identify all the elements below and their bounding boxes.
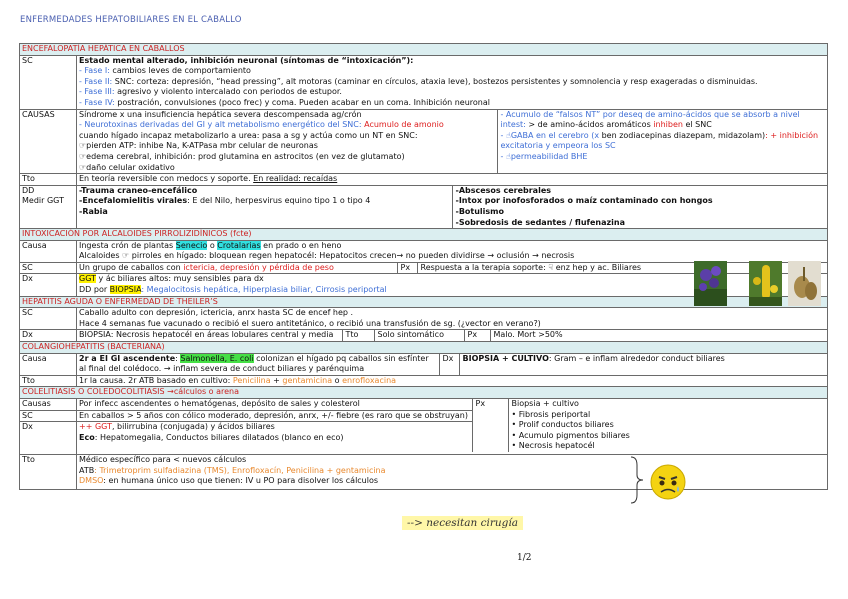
row-theiler-dx: Dx BIOPSIA: Necrosis hepatocél en áreas lobulares central y media Tto Solo sintomático Px Malo. Mort >50%: [20, 330, 828, 342]
section-header-theiler: HEPATITIS AGUDA O ENFERMEDAD DE THEILER’S: [20, 296, 828, 308]
row-colelitiasis-main: Causas SC Dx Por infecc ascendentes o hematógenas, depósito de sales y colesterol En caballos > 5 años con cólico moderado, depresión, anrx, +/- fiebre (es raro que se obstruyan) ++ GGT, bilirrubina (conjugada) y ácidos biliares Eco: Hepatomegalia, Conductos biliares dilatados (blanco en eco) Px Biopsia + cultivo • Fibrosis periportal • Prolif conductos biliares • Acumulo pigmentos biliares • Necrosis hepatocél: [20, 399, 828, 455]
hand-up-icon: ☝: [505, 130, 511, 140]
plant-photo-seed-pods: [788, 261, 821, 306]
section-header-encefalopatia: ENCEFALOPATÍA HEPÁTICA EN CABALLOS: [20, 44, 828, 56]
row-theiler-sc: SC Caballo adulto con depresión, ictericia, anrx hasta SC de encef hep . Hace 4 semanas fue vacunado o recibió el suero antitetánico, o recibió una transfusión de sg. (¿vector en verano?): [20, 308, 828, 330]
hand-up-icon: ☝: [505, 151, 511, 161]
plant-photo-yellow-flowers: [749, 261, 782, 306]
row-encefalopatia-sc: SC Estado mental alterado, inhibición neuronal (síntomas de “intoxicación”): - Fase I: cambios leves de comportamiento - Fase II: SNC: corteza: depresión, “head pressing”, alt motoras (caminar en círculos, ataxia leve), bostezos persistentes y somnolencia y resp exageradas o disminuidas. - Fase III: agresivo y violento intercalado con periodos de estupor. - Fase IV: postración, convulsiones (poco frec) y coma. Pueden acabar en un coma. Inhibición neuronal: [20, 55, 828, 109]
sc-heading: Estado mental alterado, inhibición neuronal (síntomas de “intoxicación”):: [79, 55, 414, 65]
curly-brace-icon: [629, 455, 645, 505]
row-encefalopatia-dd: DD Medir GGT -Trauma craneo-encefálico -Encefalomielitis virales: E del Nilo, herpesvirus equino tipo 1 o tipo 4 -Rabia -Abscesos cerebrales -Intox por inofosforados o maíz contaminado con hongos -Botulismo -Sobredosis de sedantes / flufenazina: [20, 185, 828, 228]
row-pirro-sc: SC Un grupo de caballos con ictericia, depresión y pérdida de peso Px Respuesta a la terapia soporte: ☟ enz hep y ac. Biliares: [20, 262, 828, 274]
phase-2: - Fase II: SNC: corteza: depresión, “head pressing”, alt motoras (caminar en círculos, ataxia leve), bostezos persistentes y somnolencia y resp exageradas o disminuidas.: [79, 76, 758, 86]
surgery-note: --> necesitan cirugía: [402, 516, 523, 530]
pointing-hand-icon: ☞: [79, 162, 87, 172]
pointing-hand-icon: ☞: [79, 141, 87, 151]
pointing-hand-icon: ☞: [122, 251, 130, 261]
hand-down-icon: ☟: [548, 262, 554, 272]
row-pirro-dx: Dx GGT y ác biliares altos: muy sensibles para dx DD por BIOPSIA: Megalocitosis hepática, Hiperplasia biliar, Cirrosis periportal: [20, 274, 828, 296]
row-colelitiasis-tto: Tto Médico específico para < nuevos cálculos ATB: Trimetroprim sulfadiazina (TMS), Enrofloxacín, Penicilina + gentamicina DMSO: en humana único uso que tienen: IV u PO para disolver los cálculos: [20, 455, 828, 490]
document-title: ENFERMEDADES HEPATOBILIARES EN EL CABALLO: [20, 15, 242, 25]
phase-4: - Fase IV: postración, convulsiones (poco frec) y coma. Pueden acabar en un coma. Inhibición neuronal: [79, 97, 490, 107]
row-colangio-tto: Tto 1r la causa. 2r ATB basado en cultivo: Penicilina + gentamicina o enrofloxacina: [20, 375, 828, 387]
phase-1: - Fase I: cambios leves de comportamiento: [79, 66, 251, 76]
sick-face-icon: [648, 462, 688, 502]
section-header-pirrolizidinicos: INTOXICACIÓN POR ALCALOIDES PIRROLIZIDÍNICOS (fcte): [20, 229, 828, 241]
section-header-colangiohepatitis: COLANGIOHEPATITIS (BACTERIANA): [20, 342, 828, 354]
pointing-hand-icon: ☞: [79, 151, 87, 161]
plant-photo-purple-flowers: [694, 261, 727, 306]
row-pirro-causa: Causa Ingesta crón de plantas Senecio o Crotalarias en prado o en heno Alcaloides ☞ pirroles en hígado: bloquean regen hepatocél: Hepatocitos crecen→ no pueden dividirse → oclusión → necrosis: [20, 240, 828, 262]
row-encefalopatia-tto: Tto En teoría reversible con medocs y soporte. En realidad: recaídas: [20, 174, 828, 186]
row-encefalopatia-causas: CAUSAS Síndrome x una insuficiencia hepática severa descompensada ag/crón - Neurotoxinas derivadas del GI y alt metabolismo energético del SNC: Acumulo de amonio cuando hígado incapaz metabolizarlo a urea: pasa a sg y actúa como un NT en SNC: ☞pierden ATP: inhibe Na, K-ATPasa mbr celular de neuronas ☞edema cerebral, inhibición: prod glutamina en astrocitos (en vez de glutamato) ☞daño celular oxidativo - Acumulo de “falsos NT” por deseq de amino-ácidos que se absorb a nivel intest: > de amino-ácidos aromáticos inhiben el SNC - ☝GABA en el cerebro (x ben zodiacepinas diazepam, midazolam): + inhibición excitatoria y empeora los SC - ☝permeabilidad BHE: [20, 109, 828, 174]
section-header-colelitiasis: COLELITIASIS O COLEDOCOLITIASIS →cálculos o arena: [20, 387, 828, 399]
page-number: 1/2: [517, 553, 532, 563]
row-colangio-causa: Causa 2r a EI GI ascendente: Salmonella, E. coli colonizan el hígado pq caballos sin esfínter al final del colédoco. → inflam severa de conduct biliares y parénquima Dx BIOPSIA + CULTIVO: Gram – e inflam alrededor conduct biliares: [20, 353, 828, 375]
phase-3: - Fase III: agresivo y violento intercalado con periodos de estupor.: [79, 87, 342, 97]
